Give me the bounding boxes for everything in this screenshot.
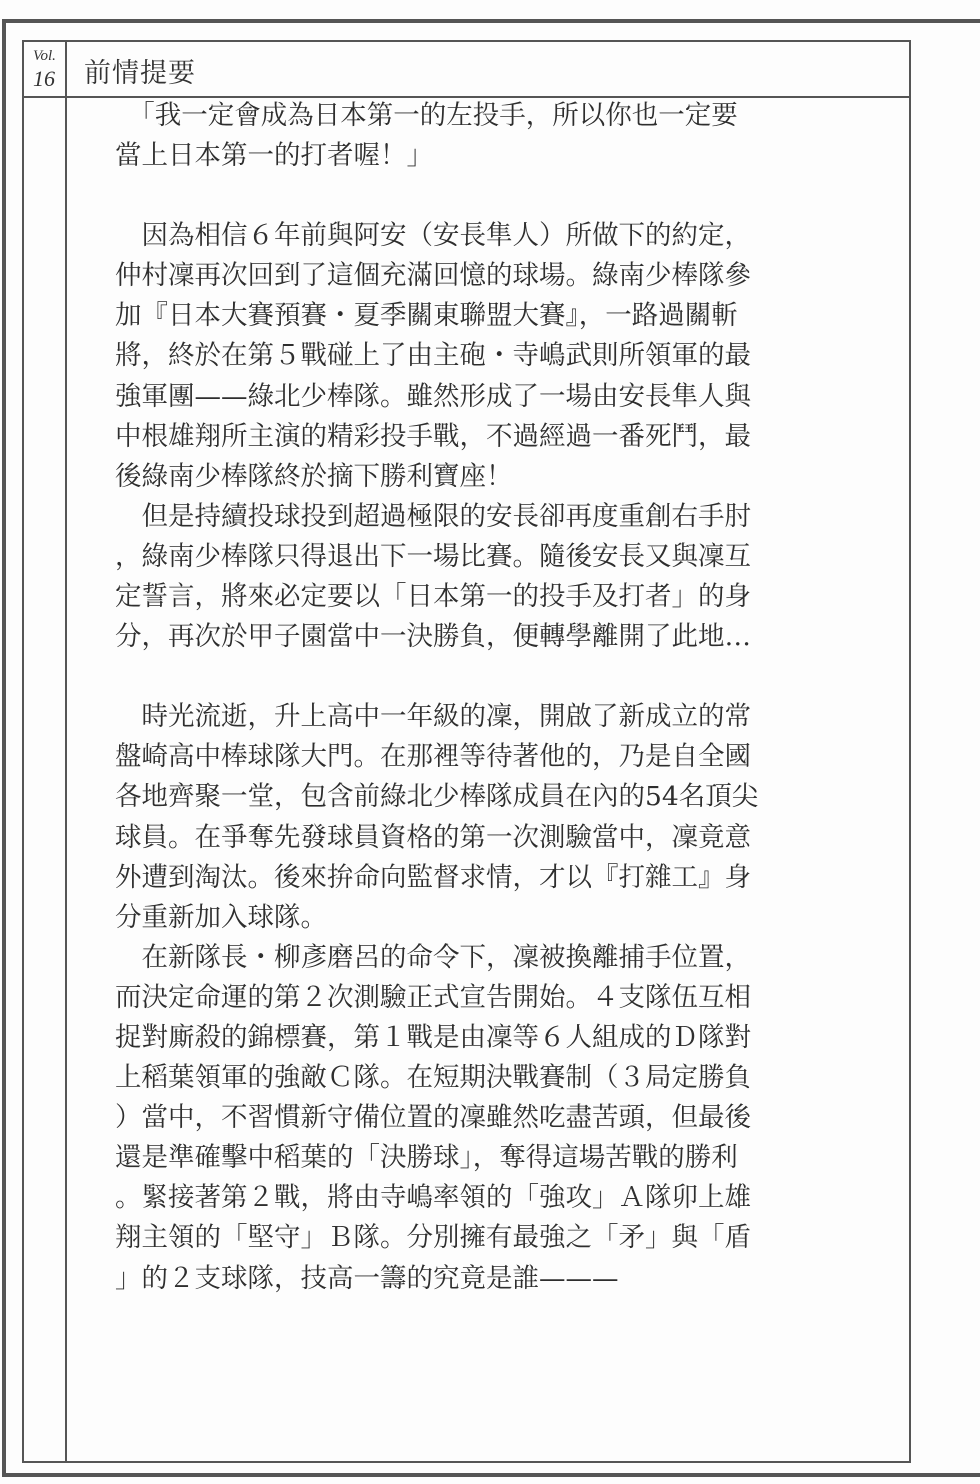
text-line: 將，終於在第５戰碰上了由主砲・寺嶋武則所領軍的最 [115,340,751,372]
text-line: 球員。在爭奪先發球員資格的第一次測驗當中，凜竟意 [115,821,751,853]
text-line: 時光流逝，升上高中一年級的凜，開啟了新成立的常 [115,701,751,733]
text-line: 翔主領的「堅守」Ｂ隊。分別擁有最強之「矛」與「盾 [115,1222,751,1254]
text-line: 中根雄翔所主演的精彩投手戰，不過經過一番死鬥，最 [115,420,751,452]
text-line: 。緊接著第２戰，將由寺嶋率領的「強攻」Ａ隊卯上雄 [115,1182,751,1214]
text-line: 仲村凜再次回到了這個充滿回憶的球場。綠南少棒隊參 [115,260,751,292]
text-line: 而決定命運的第２次測驗正式宣告開始。４支隊伍互相 [115,981,751,1013]
page-title: 前情提要 [84,58,196,89]
text-line: 」的２支球隊，技高一籌的究竟是誰——— [115,1262,619,1294]
text-line: 分，再次於甲子園當中一決勝負，便轉學離開了此地… [115,621,751,653]
paragraph-gap [115,176,815,216]
text-line: 捉對廝殺的錦標賽，第１戰是由凜等６人組成的Ｄ隊對 [115,1021,751,1053]
text-line: 在新隊長・柳彥磨呂的命令下，凜被換離捕手位置， [115,941,751,973]
text-line: 強軍團——綠北少棒隊。雖然形成了一場由安長隼人與 [115,380,751,412]
text-line: 各地齊聚一堂，包含前綠北少棒隊成員在內的54名頂尖 [115,781,759,813]
volume-label: Vol. [33,48,56,64]
text-line: 當上日本第一的打者喔！」 [115,140,433,172]
text-line: 後綠南少棒隊終於摘下勝利寶座！ [115,460,513,492]
text-line: 盤崎高中棒球隊大門。在那裡等待著他的，乃是自全國 [115,741,751,773]
text-line: 還是準確擊中稻葉的「決勝球」，奪得這場苦戰的勝利 [115,1142,738,1174]
left-margin-divider [65,96,67,1461]
synopsis-body [115,96,815,1299]
text-line: ）當中，不習慣新守備位置的凜雖然吃盡苦頭，但最後 [115,1102,751,1134]
text-line: 「我一定會成為日本第一的左投手，所以你也一定要 [115,100,738,131]
text-line: 分重新加入球隊。 [115,901,327,933]
volume-number: 16 [33,66,55,91]
text-line: 加『日本大賽預賽・夏季關東聯盟大賽』，一路過關斬 [115,300,738,332]
text-line: 但是持續投球投到超過極限的安長卻再度重創右手肘 [115,500,751,532]
paragraph-gap [115,657,815,697]
synopsis-header [24,42,909,98]
text-line: 因為相信６年前與阿安（安長隼人）所做下的約定， [115,220,751,252]
text-line: 外遭到淘汰。後來拚命向監督求情，才以『打雜工』身 [115,861,751,893]
volume-badge [24,42,67,96]
text-line: 定誓言，將來必定要以「日本第一的投手及打者」的身 [115,581,751,613]
text-line: 上稻葉領軍的強敵Ｃ隊。在短期決戰賽制（３局定勝負 [115,1062,751,1094]
text-line: ，綠南少棒隊只得退出下一場比賽。隨後安長又與凜互 [115,540,751,572]
